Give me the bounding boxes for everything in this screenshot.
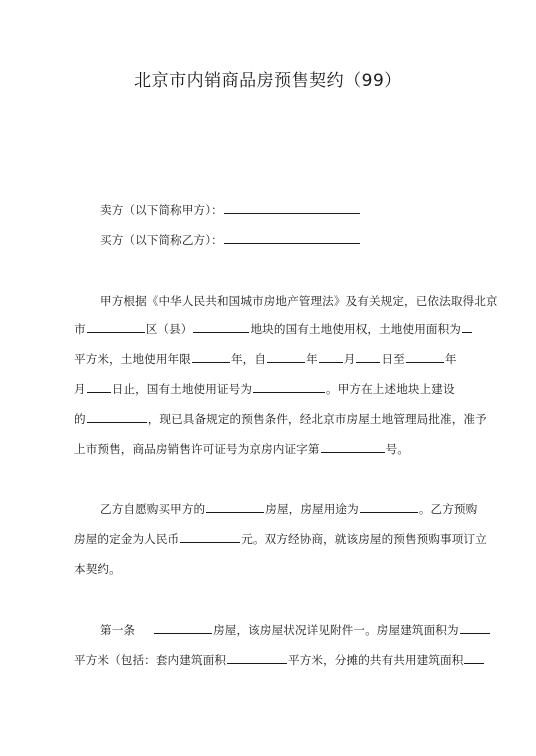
buyer-label: 买方（以下简称乙方）： xyxy=(100,233,223,247)
seller-label: 卖方（以下简称甲方）： xyxy=(100,203,223,217)
article1-line2: 平方米（包括：套内建筑面积 平方米，分摊的共有共用建筑面积 xyxy=(74,652,485,668)
para2-line2: 房屋的定金为人民币 元。双方经协商，就该房屋的预售预购事项订立 xyxy=(74,532,487,546)
inner-area-blank[interactable] xyxy=(227,653,287,664)
seller-blank[interactable] xyxy=(224,203,360,214)
page-title: 北京市内销商品房预售契约（99） xyxy=(134,71,402,91)
district-blank[interactable] xyxy=(87,322,145,333)
start-day-blank[interactable] xyxy=(356,352,380,363)
end-year-blank[interactable] xyxy=(406,352,444,363)
start-year-blank[interactable] xyxy=(267,352,305,363)
shared-area-blank[interactable] xyxy=(464,653,484,664)
project-name-blank[interactable] xyxy=(87,412,147,423)
article1-line1: 第一条 房屋，该房屋状况详见附件一。房屋建筑面积为 xyxy=(100,622,491,638)
para1-line5: 的 ，现已具备规定的预售条件，经北京市房屋土地管理局批准，准予 xyxy=(74,412,487,426)
land-area-blank[interactable] xyxy=(462,322,472,333)
para1-line2: 市 区（县） 地块的国有土地使用权，土地使用面积为 xyxy=(74,321,473,337)
para1-line6: 上市预售，商品房销售许可证号为京房内证字第 号。 xyxy=(74,442,409,456)
presale-permit-blank[interactable] xyxy=(321,442,385,453)
para2-line1: 乙方自愿购买甲方的 房屋，房屋用途为 。乙方预购 xyxy=(100,502,478,516)
start-month-blank[interactable] xyxy=(319,352,343,363)
buyer-line xyxy=(100,232,361,248)
building-area-blank[interactable] xyxy=(460,623,490,634)
house-blank[interactable] xyxy=(206,502,264,513)
usage-blank[interactable] xyxy=(360,502,418,513)
seller-line xyxy=(100,202,361,218)
land-cert-no-blank[interactable] xyxy=(253,382,325,393)
end-month-blank[interactable] xyxy=(87,382,111,393)
land-years-blank[interactable] xyxy=(192,352,230,363)
article1-label: 第一条 xyxy=(100,623,136,637)
deposit-blank[interactable] xyxy=(180,532,240,543)
para1-line4: 月 日止，国有土地使用证号为 。甲方在上述地块上建设 xyxy=(74,382,455,396)
para1-line3: 平方米，土地使用年限 年，自 年 月 日至 年 xyxy=(74,352,457,366)
para2-line3: 本契约。 xyxy=(74,562,121,576)
para1-line1: 甲方根据《中华人民共和国城市房地产管理法》及有关规定，已依法取得北京 xyxy=(100,294,498,308)
plot-blank[interactable] xyxy=(193,322,249,333)
article1-house-blank[interactable] xyxy=(154,623,212,634)
buyer-blank[interactable] xyxy=(224,233,360,244)
